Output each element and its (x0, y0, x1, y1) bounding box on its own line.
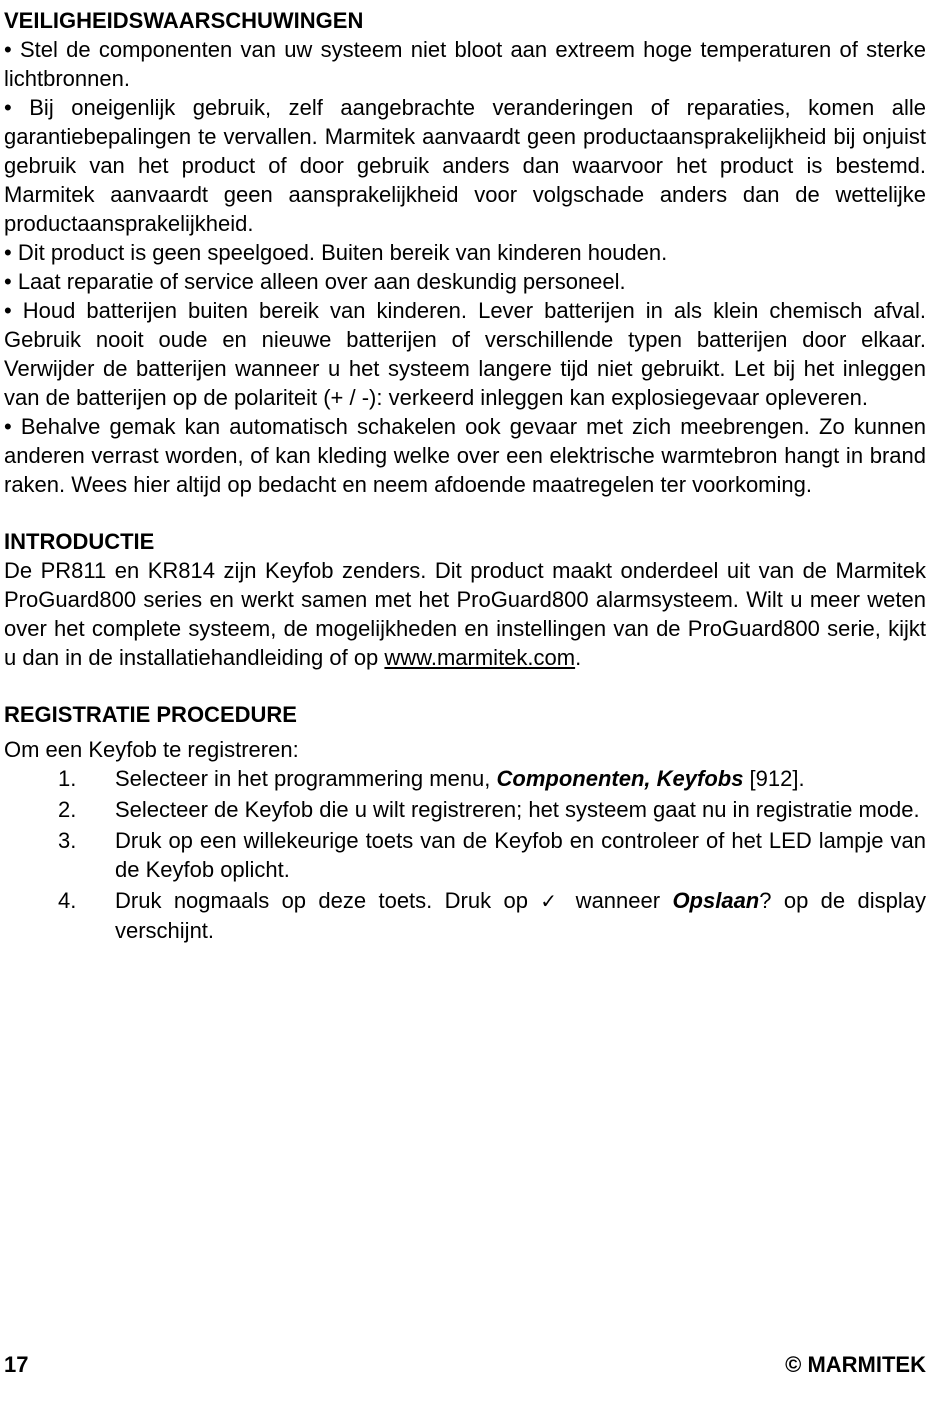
intro-end: . (575, 645, 582, 670)
step-text: Selecteer in het programmering menu, Componenten, Keyfobs [912]. (115, 766, 805, 791)
marmitek-link[interactable]: www.marmitek.com (384, 645, 576, 670)
registration-heading: REGISTRATIE PROCEDURE (4, 702, 297, 727)
safety-paragraph-2: • Bij oneigenlijk gebruik, zelf aangebrachte veranderingen of reparaties, komen alle garantiebepalingen te vervallen. Marmitek aanvaardt geen productaansprakelijkheid bij onjuist gebruik van het product of door gebruik anders dan waarvoor het product is bestemd. Marmitek aanvaardt geen aansprakelijkheid voor volgschade anders dan de wettelijke productaansprakelijkheid. (4, 95, 926, 236)
intro-paragraph (4, 556, 926, 672)
page-footer (4, 1350, 926, 1379)
step-number: 2. (58, 797, 77, 822)
page-number: 17 (4, 1352, 29, 1377)
step-text: Selecteer de Keyfob die u wilt registreren; het systeem gaat nu in registratie mode. (115, 797, 920, 822)
step-number: 4. (58, 888, 77, 913)
safety-paragraph-1: • Stel de componenten van uw systeem niet bloot aan extreem hoge temperaturen of sterke lichtbronnen. (4, 37, 926, 91)
list-item (4, 826, 926, 884)
step-number: 1. (58, 766, 77, 791)
brand-copyright: © MARMITEK (785, 1352, 926, 1377)
menu-path: Componenten, Keyfobs (496, 766, 744, 791)
intro-text: De PR811 en KR814 zijn Keyfob zenders. Dit product maakt onderdeel uit van de Marmitek ProGuard800 series en werkt samen met het ProGuard800 alarmsysteem. Wilt u meer weten over het complete systeem, de mogelijkheden en instellingen van de ProGuard800 serie, kijkt u dan in de installatiehandleiding of op (4, 558, 926, 670)
list-item (4, 764, 926, 793)
step-text: Druk op een willekeurige toets van de Keyfob en controleer of het LED lampje van de Keyfob oplicht. (115, 828, 926, 882)
intro-heading: INTRODUCTIE (4, 529, 155, 554)
document-page (4, 6, 926, 947)
safety-paragraph-3: • Dit product is geen speelgoed. Buiten bereik van kinderen houden. (4, 240, 668, 265)
safety-heading: VEILIGHEIDSWAARSCHUWINGEN (4, 8, 364, 33)
list-item (4, 795, 926, 824)
safety-paragraph-4: • Laat reparatie of service alleen over aan deskundig personeel. (4, 269, 626, 294)
list-item (4, 886, 926, 945)
registration-lead: Om een Keyfob te registreren: (4, 737, 299, 762)
safety-paragraph-5: • Houd batterijen buiten bereik van kinderen. Lever batterijen in als klein chemisch afval. Gebruik nooit oude en nieuwe batterijen of verschillende typen batterijen door elkaar. Verwijder de batterijen wanneer u het systeem langere tijd niet gebruikt. Let bij het inleggen van de batterijen op de polariteit (+ / -): verkeerd inleggen kan explosiegevaar opleveren. (4, 298, 926, 410)
registration-steps (4, 764, 926, 945)
safety-paragraph-6: • Behalve gemak kan automatisch schakelen ook gevaar met zich meebrengen. Zo kunnen anderen verrast worden, of kan kleding welke over een elektrische warmtebron hangt in brand raken. Wees hier altijd op bedacht en neem afdoende maatregelen ter voorkoming. (4, 414, 926, 497)
checkmark-icon: ✓ (540, 889, 564, 913)
save-label: Opslaan (672, 888, 760, 913)
step-text: Druk nogmaals op deze toets. Druk op ✓ wanneer Opslaan? op de display verschijnt. (115, 888, 926, 943)
step-number: 3. (58, 828, 77, 853)
